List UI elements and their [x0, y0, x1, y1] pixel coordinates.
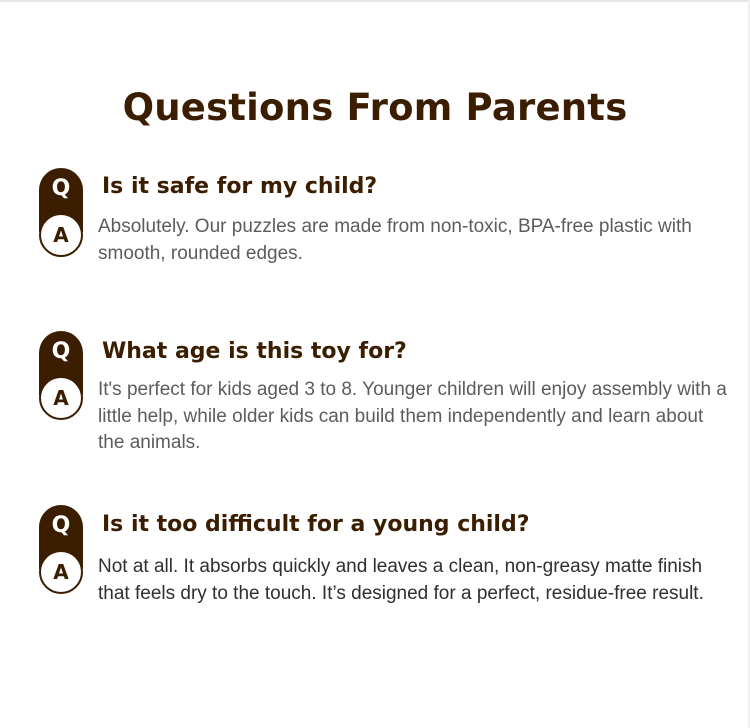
question-marker-label: Q	[51, 339, 71, 364]
answer-marker: A	[39, 376, 83, 420]
faq-question: What age is this toy for?	[102, 339, 407, 364]
faq-item-difficulty	[0, 505, 750, 645]
answer-marker: A	[39, 550, 83, 594]
qa-badge	[39, 505, 83, 594]
answer-marker: A	[39, 213, 83, 257]
faq-question: Is it too difficult for a young child?	[102, 512, 530, 537]
faq-item-safety	[0, 168, 750, 308]
qa-badge	[39, 168, 83, 257]
faq-answer: Not at all. It absorbs quickly and leaves a clean, non-greasy matte finish that feels dry to the touch. It’s designed for a perfect, residue-free result.	[98, 556, 704, 604]
top-divider	[0, 0, 750, 2]
faq-answer: It's perfect for kids aged 3 to 8. Younger children will enjoy assembly with a little help, while older kids can build them independently and learn about the animals.	[98, 379, 727, 453]
faq-item-age	[0, 331, 750, 471]
question-marker-label: Q	[51, 513, 71, 538]
page-title: Questions From Parents	[122, 86, 628, 129]
question-marker-label: Q	[51, 176, 71, 201]
qa-badge	[39, 331, 83, 420]
faq-question: Is it safe for my child?	[102, 174, 378, 199]
faq-answer: Absolutely. Our puzzles are made from non-toxic, BPA-free plastic with smooth, rounded edges.	[98, 216, 692, 264]
